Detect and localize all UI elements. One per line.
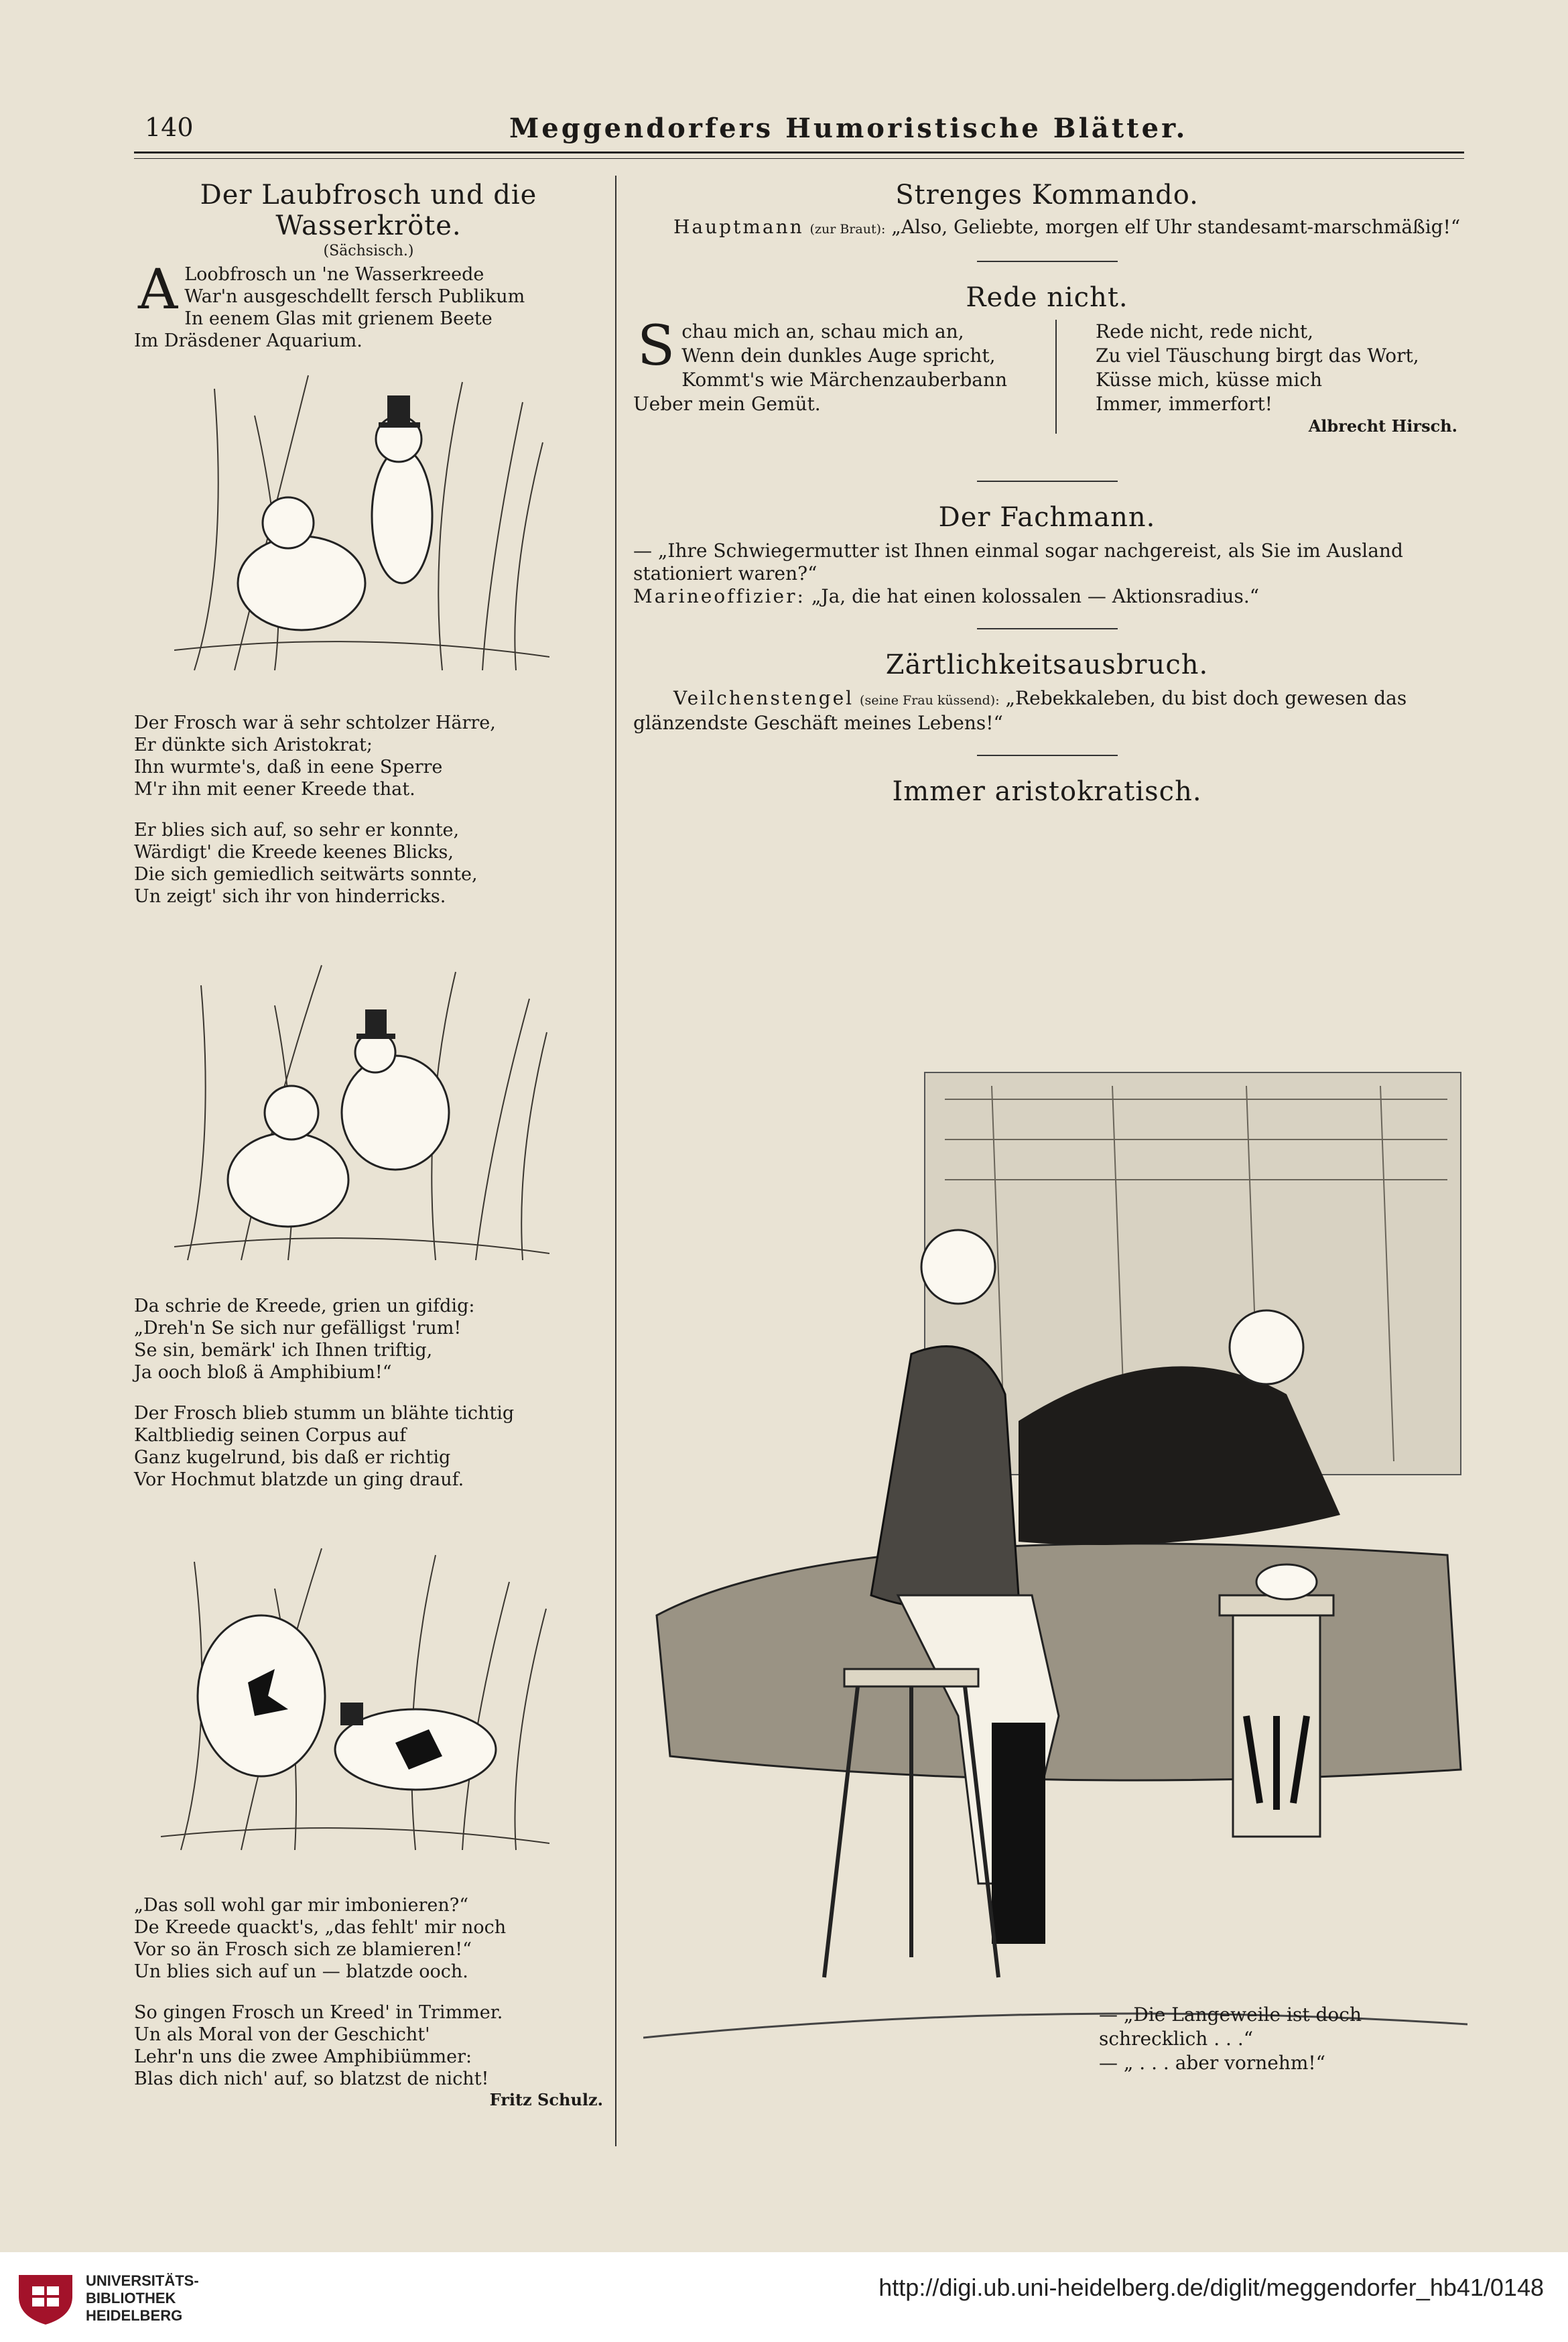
zaertlichkeit-quote: „Rebekkaleben, du bist doch gewesen das glänzendste Geschäft meines Lebens!“	[633, 687, 1407, 734]
drop-cap-s: S	[637, 314, 675, 378]
rede-left-verse: chau mich an, schau mich an, Wenn dein dunkles Auge spricht, Kommt's wie Märchenzauberbann Ueber mein Gemüt.	[633, 320, 1008, 415]
stanza-3: Er blies sich auf, so sehr er konnte, Wärdigt' die Kreede keenes Blicks, Die sich gemiedlich seitwärts sonnte, Un zeigt' sich ihr von hinderricks.	[134, 820, 478, 907]
rede-signature: Albrecht Hirsch.	[1308, 416, 1457, 436]
stanza-5: Der Frosch blieb stumm un blähte tichtig Kaltbliedig seinen Corpus auf Ganz kugelrund, bis daß er richtig Vor Hochmut blatzde un ging drauf.	[134, 1403, 515, 1490]
zaertlichkeit-text	[633, 687, 1461, 735]
speaker-marineoffizier: Marineoffizier:	[633, 585, 805, 607]
speaker-veilchenstengel: Veilchenstengel	[673, 687, 854, 709]
library-name: UNIVERSITÄTS- BIBLIOTHEK HEIDELBERG	[86, 2272, 199, 2324]
officer-sofa-illustration	[643, 1046, 1467, 2091]
left-column-bottom	[134, 1894, 603, 2109]
frog-illustration-2	[174, 945, 549, 1267]
author-signature: Fritz Schulz.	[489, 2090, 603, 2109]
cartoon-caption	[1099, 1984, 1461, 2094]
right-column	[633, 180, 1461, 807]
fachmann-answer	[633, 585, 1461, 608]
rede-poem	[633, 314, 1461, 460]
caption-dialogue: — „Die Langeweile ist doch schrecklich . . .“ — „ . . . aber vornehm!“	[1099, 2004, 1362, 2074]
fachmann-question: — „Ihre Schwiegermutter ist Ihnen einmal sogar nachgereist, als Sie im Ausland stationiert waren?“	[633, 540, 1403, 584]
speaker-hauptmann: Hauptmann	[673, 216, 804, 238]
frog-illustration-3	[161, 1528, 549, 1857]
drop-cap: A	[138, 258, 178, 322]
frog-illustration-1	[174, 362, 549, 677]
section-title-zaertlichkeit: Zärtlichkeitsausbruch.	[885, 650, 1209, 680]
left-column	[134, 180, 603, 352]
section-title-fachmann: Der Fachmann.	[938, 502, 1156, 533]
stanza-4: Da schrie de Kreede, grien un gifdig: „Dreh'n Se sich nur gefälligst 'rum! Se sin, bemärk' ich Ihnen triftig, Ja ooch bloß ä Amphibium!“	[134, 1296, 475, 1383]
stanza-2: Der Frosch war ä sehr schtolzer Härre, Er dünkte sich Aristokrat; Ihn wurmte's, daß in eene Sperre M'r ihn mit eener Kreede that.	[134, 713, 496, 800]
stanza-6: „Das soll wohl gar mir imbonieren?“ De Kreede quackt's, „das fehlt' mir noch Vor so än Frosch sich ze blamieren!“ Un blies sich auf un — blatzde ooch.	[134, 1895, 507, 1982]
rede-right-verse: Rede nicht, rede nicht, Zu viel Täuschung birgt das Wort, Küsse mich, küsse mich Immer, immerfort!	[1096, 320, 1419, 415]
separator	[977, 481, 1118, 482]
header-rule	[134, 151, 1464, 153]
section-title-kommando: Strenges Kommando.	[895, 180, 1199, 210]
fachmann-reply: „Ja, die hat einen kolossalen — Aktionsradius.“	[811, 585, 1260, 607]
kommando-text	[633, 216, 1461, 241]
section-title-rede: Rede nicht.	[966, 282, 1128, 313]
source-url[interactable]: http://digi.ub.uni-heidelberg.de/diglit/meggendorfer_hb41/0148	[878, 2274, 1544, 2301]
university-logo-icon	[12, 2270, 79, 2327]
separator	[977, 755, 1118, 756]
stanza-1: Loobfrosch un 'ne Wasserkreede War'n ausgeschdellt fersch Publikum In eenem Glas mit grienem Beete Im Dräsdener Aquarium.	[134, 264, 525, 351]
kommando-quote: „Also, Geliebte, morgen elf Uhr standesamt-marschmäßig!“	[891, 216, 1461, 238]
left-column-mid	[134, 712, 603, 908]
stage-direction: (seine Frau küssend):	[860, 693, 1000, 708]
poem-subtitle: (Sächsisch.)	[323, 243, 414, 259]
section-title-aristokratisch: Immer aristokratisch.	[892, 776, 1202, 807]
stage-direction: (zur Braut):	[809, 222, 886, 237]
journal-title: Meggendorfers Humoristische Blätter.	[509, 113, 1188, 144]
header-rule-thin	[134, 158, 1464, 159]
page-header	[134, 113, 1464, 153]
poem-title: Der Laubfrosch und die Wasserkröte.	[200, 180, 537, 241]
stanza-7: So gingen Frosch un Kreed' in Trimmer. Un als Moral von der Geschicht' Lehr'n uns die zwee Amphibiümmer: Blas dich nich' auf, so blatzst de nicht!	[134, 2002, 503, 2089]
page-number: 140	[145, 113, 194, 142]
separator	[977, 628, 1118, 629]
separator	[977, 261, 1118, 262]
rede-divider	[1055, 320, 1057, 434]
left-column-lower	[134, 1295, 603, 1491]
column-divider	[615, 176, 616, 2146]
footer-bar	[0, 2252, 1568, 2342]
